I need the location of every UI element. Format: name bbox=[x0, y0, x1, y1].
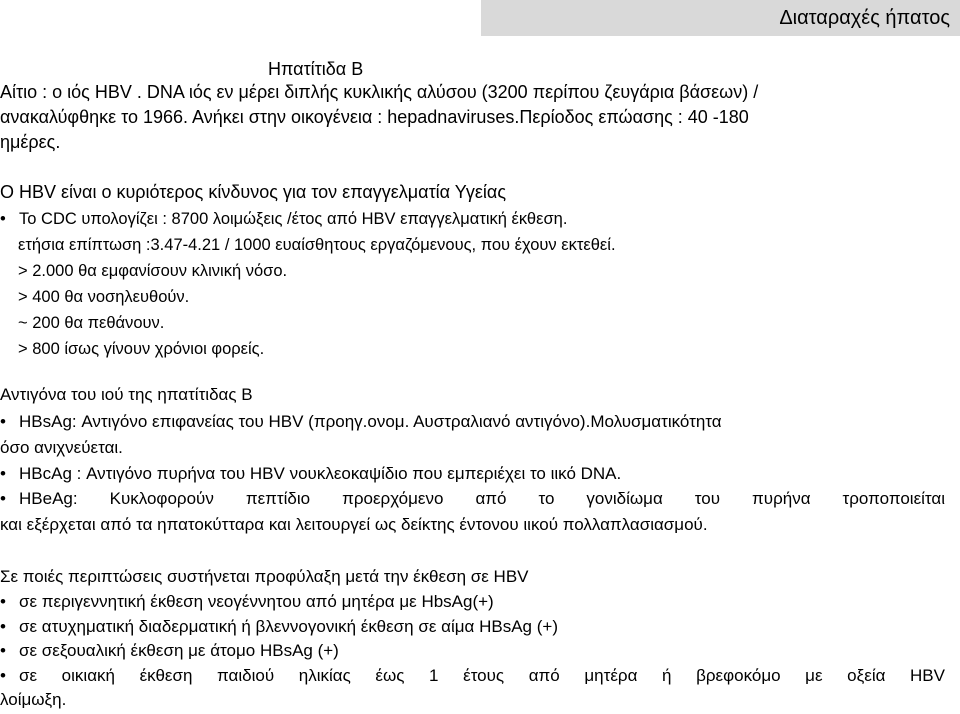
bullet-icon: • bbox=[0, 464, 6, 483]
section2-bullet-text: Το CDC υπολογίζει : 8700 λοιμώξεις /έτος από HBV επαγγελματική έκθεση. bbox=[19, 210, 568, 228]
section4-item bbox=[0, 591, 494, 612]
section3-item-text: HBeAg: Κυκλοφορούν πεπτίδιο προερχόμενο από το γονιδίωμα του πυρήνα τροποποιείται bbox=[19, 489, 945, 508]
section1-line: Αίτιο : ο ιός HBV . DNA ιός εν μέρει διπλής κυκλικής αλύσου (3200 περίπου ζευγάρια βάσεων) / bbox=[0, 82, 759, 102]
section3-item-text: HBsAg: Αντιγόνο επιφανείας του HBV (προηγ.ονομ. Αυστραλιανό αντιγόνο).Μολυσματικότητα bbox=[19, 412, 722, 431]
bullet-icon: • bbox=[0, 412, 6, 431]
section4-item-text: σε ατυχηματική διαδερματική ή βλεννογονική έκθεση σε αίμα HBsAg (+) bbox=[19, 617, 558, 636]
bullet-icon: • bbox=[0, 210, 6, 228]
section2-line: > 400 θα νοσηλευθούν. bbox=[18, 288, 190, 306]
section2-line: ~ 200 θα πεθάνουν. bbox=[18, 314, 165, 332]
section4-item bbox=[0, 640, 339, 661]
section2-line: > 2.000 θα εμφανίσουν κλινική νόσο. bbox=[18, 262, 288, 280]
section3-item-text: HBcAg : Αντιγόνο πυρήνα του HBV νουκλεοκαψίδιο που εμπεριέχει το ιικό DNA. bbox=[19, 464, 622, 483]
section1-title: Ηπατίτιδα Β bbox=[268, 59, 364, 79]
section2-bullet-item bbox=[0, 209, 567, 229]
header-bar bbox=[481, 0, 960, 36]
section4-item-text: σε σεξουαλική έκθεση με άτομο HBsAg (+) bbox=[19, 641, 339, 660]
section4-item-continuation: λοίμωξη. bbox=[0, 690, 67, 709]
section4-title: Σε ποιές περιπτώσεις συστήνεται προφύλαξη μετά την έκθεση σε HBV bbox=[0, 567, 529, 586]
bullet-icon: • bbox=[0, 641, 6, 660]
bullet-icon: • bbox=[0, 489, 6, 508]
section2-title: Ο HBV είναι ο κυριότερος κίνδυνος για τον επαγγελματία Υγείας bbox=[0, 182, 507, 202]
section4-item bbox=[0, 616, 558, 637]
section3-item bbox=[0, 463, 621, 484]
section4-item bbox=[0, 665, 945, 686]
header-title: Διαταραχές ήπατος bbox=[779, 7, 950, 29]
section3-item bbox=[0, 411, 722, 432]
section3-title: Αντιγόνα του ιού της ηπατίτιδας Β bbox=[0, 385, 253, 404]
bullet-icon: • bbox=[0, 666, 6, 685]
section3-item-continuation: όσο ανιχνεύεται. bbox=[0, 438, 123, 457]
section2-line: ετήσια επίπτωση :3.47-4.21 / 1000 ευαίσθητους εργαζόμενους, που έχουν εκτεθεί. bbox=[18, 236, 616, 254]
bullet-icon: • bbox=[0, 617, 6, 636]
section3-item-continuation: και εξέρχεται από τα ηπατοκύτταρα και λειτουργεί ως δείκτης έντονου ιικού πολλαπλασιασμού. bbox=[0, 515, 708, 534]
section1-line: ανακαλύφθηκε το 1966. Ανήκει στην οικογένεια : hepadnaviruses.Περίοδος επώασης : 40 -180 bbox=[0, 107, 749, 127]
bullet-icon: • bbox=[0, 592, 6, 611]
section2-line: > 800 ίσως γίνουν χρόνιοι φορείς. bbox=[18, 340, 265, 358]
section3-item bbox=[0, 488, 945, 509]
section4-item-text: σε οικιακή έκθεση παιδιού ηλικίας έως 1 έτους από μητέρα ή βρεφοκόμο με οξεία HBV bbox=[19, 666, 945, 685]
section4-item-text: σε περιγεννητική έκθεση νεογέννητου από μητέρα με HbsAg(+) bbox=[19, 592, 494, 611]
section1-line: ημέρες. bbox=[0, 132, 61, 152]
